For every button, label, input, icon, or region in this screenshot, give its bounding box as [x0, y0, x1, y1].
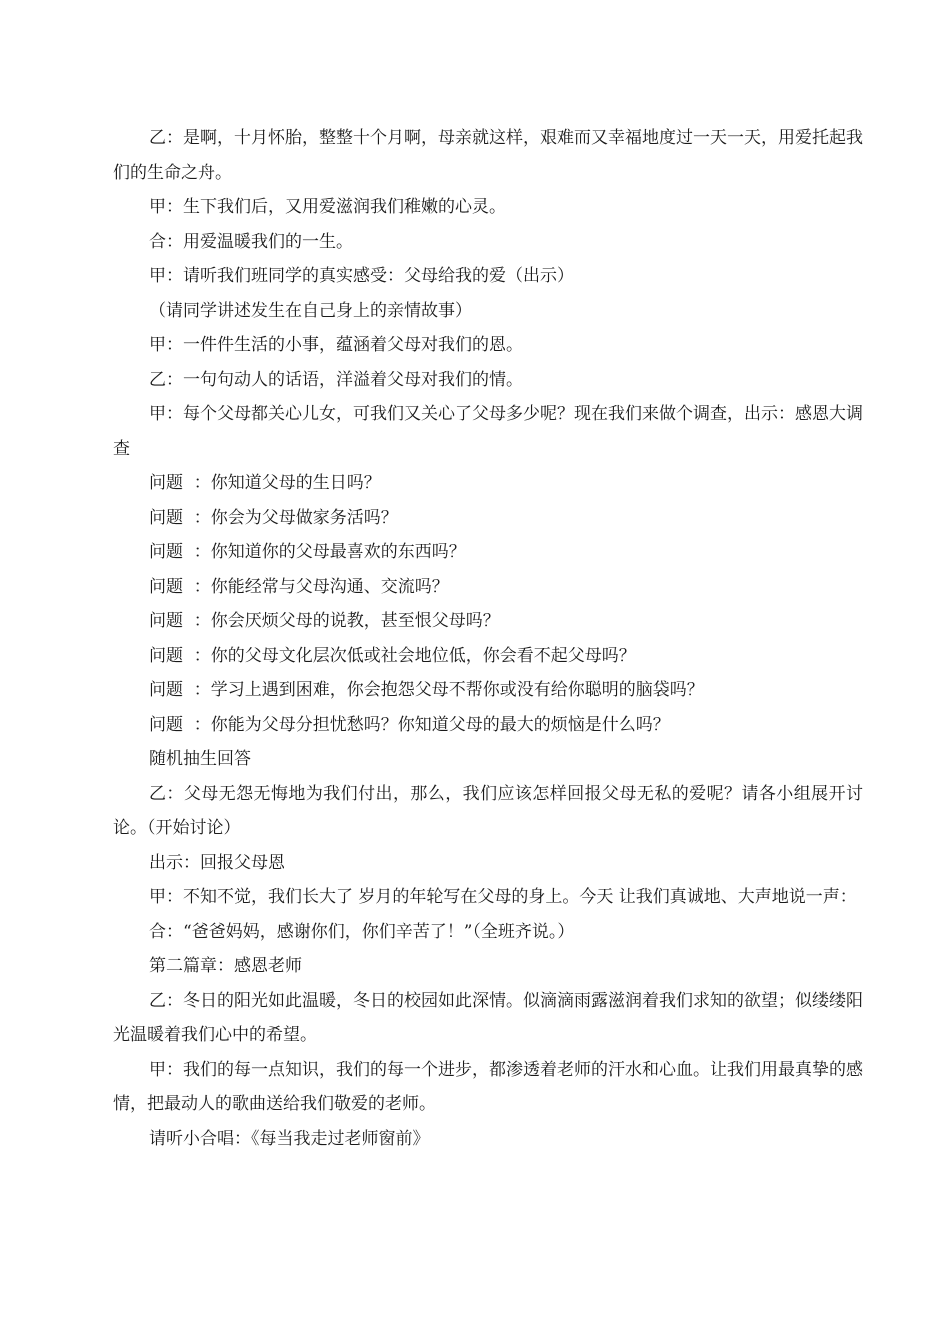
paragraph: 甲：不知不觉，我们长大了 岁月的年轮写在父母的身上。今天 让我们真诚地、大声地说一声： [149, 887, 857, 907]
section-heading: 第二篇章：感恩老师 [149, 956, 302, 976]
paragraph: 请听小合唱：《每当我走过老师窗前》 [149, 1128, 430, 1149]
paragraph: 乙：是啊，十月怀胎，整整十个月啊，母亲就这样，艰难而又幸福地度过一天一天，用爱托起我们的生命之舟。 [113, 128, 863, 183]
document-page [113, 121, 863, 1156]
survey-question: 问题 ：你知道你的父母最喜欢的东西吗？ [149, 542, 466, 562]
survey-question: 问题 ：你知道父母的生日吗？ [149, 473, 381, 493]
survey-question: 问题 ：学习上遇到困难，你会抱怨父母不帮你或没有给你聪明的脑袋吗？ [149, 680, 704, 700]
paragraph: 甲：我们的每一点知识，我们的每一个进步，都渗透着老师的汗水和心血。让我们用最真挚的感情，把最动人的歌曲送给我们敬爱的老师。 [113, 1059, 863, 1114]
paragraph: 甲：生下我们后，又用爱滋润我们稚嫩的心灵。 [149, 197, 506, 217]
paragraph: 合：“爸爸妈妈，感谢你们，你们辛苦了！”（全班齐说。） [149, 921, 575, 942]
survey-question: 问题 ：你会为父母做家务活吗？ [149, 507, 398, 528]
survey-question: 问题 ：你能经常与父母沟通、交流吗？ [149, 576, 449, 597]
paragraph: 甲：每个父母都关心儿女，可我们又关心了父母多少呢？现在我们来做个调查，出示：感恩大调查 [113, 404, 863, 459]
survey-question: 问题 ：你能为父母分担忧愁吗？你知道父母的最大的烦恼是什么吗？ [149, 714, 670, 735]
paragraph: 甲：请听我们班同学的真实感受：父母给我的爱（出示） [149, 266, 574, 286]
paragraph: 出示：回报父母恩 [149, 852, 285, 873]
paragraph: 乙：冬日的阳光如此温暖，冬日的校园如此深情。似滴滴雨露滋润着我们求知的欲望；似缕缕阳光温暖着我们心中的希望。 [113, 990, 863, 1045]
survey-question: 问题 ：你会厌烦父母的说教，甚至恨父母吗？ [149, 611, 500, 631]
paragraph: 乙：一句句动人的话语，洋溢着父母对我们的情。 [149, 369, 523, 390]
paragraph: 合：用爱温暖我们的一生。 [149, 231, 353, 252]
paragraph: 乙：父母无怨无悔地为我们付出，那么，我们应该怎样回报父母无私的爱呢？请各小组展开讨论。（开始讨论） [113, 783, 863, 838]
paragraph: 随机抽生回答 [149, 749, 251, 769]
survey-question: 问题 ：你的父母文化层次低或社会地位低，你会看不起父母吗？ [149, 645, 636, 666]
paragraph: 甲：一件件生活的小事，蕴涵着父母对我们的恩。 [149, 335, 523, 355]
paragraph: （请同学讲述发生在自己身上的亲情故事） [149, 300, 472, 321]
